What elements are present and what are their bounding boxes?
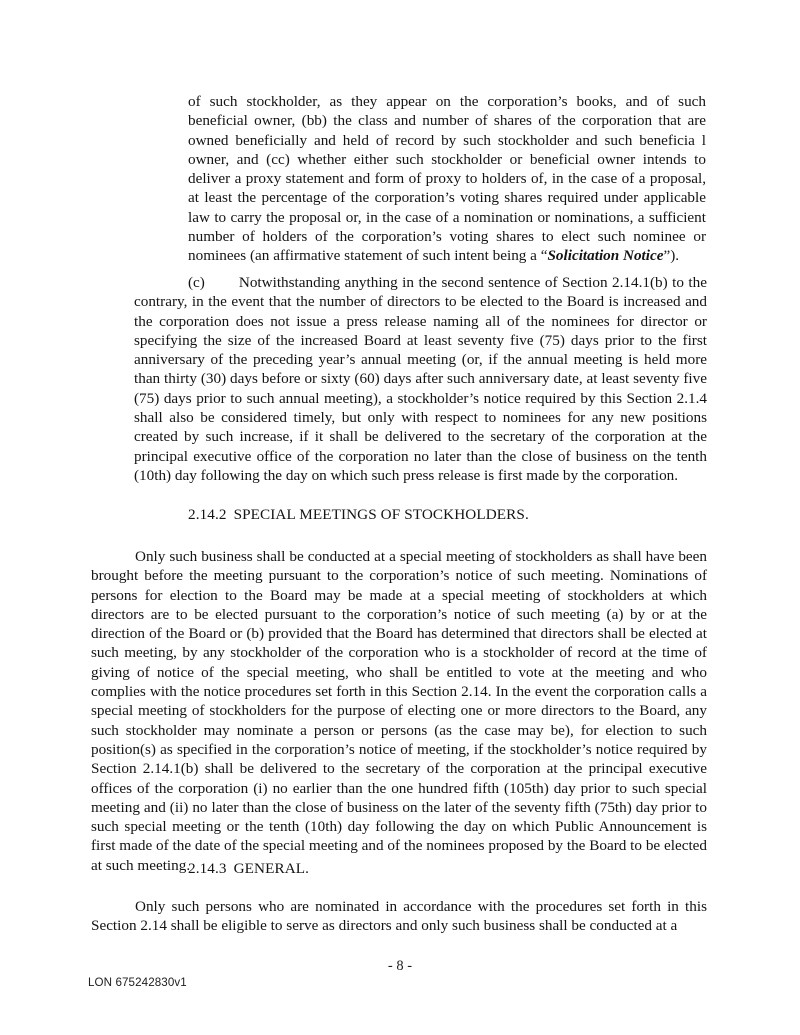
- section-heading-2-14-3-title: GENERAL.: [233, 860, 310, 877]
- section-2-14-3-body-text: Only such persons who are nominated in accordance with the procedures set forth in this Section 2.14 shall be eligible to serve as directors and only such business shall be conducted at a: [91, 898, 707, 935]
- page-number: - 8 -: [387, 958, 413, 974]
- clause-c-label: (c): [188, 274, 205, 291]
- section-2-14-2-body: [91, 547, 707, 875]
- continuation-paragraph-text: of such stockholder, as they appear on the corporation’s books, and of such beneficial owner, (bb) the class and number of shares of the corporation that are owned beneficially and held of record by such stockholder and such beneficia l owner, and (cc) whether either such stockholder or beneficial owner intends to deliver a proxy statement and form of proxy to holders of, in the case of a proposal, at least the percentage of the corporation’s voting shares required under applicable law to carry the proposal or, in the case of a nomination or nominations, a sufficient number of holders of the corporation’s voting shares to elect such nominee or nominees (an affirmative statement of such intent being a “: [188, 93, 706, 265]
- document-reference: LON 675242830v1: [88, 976, 187, 989]
- section-heading-2-14-3-number: 2.14.3: [188, 860, 227, 877]
- section-2-14-2-body-text: Only such business shall be conducted at a special meeting of stockholders as shall have been brought before the meeting pursuant to the corporation’s notice of such meeting. Nominations of persons for election to the Board may be made at a special meeting of stockholders at which directors are to be elected pursuant to the corporation’s notice of such meeting (a) by or at the direction of the Board or (b) provided that the Board has determined that directors shall be elected at such meeting, by any stockholder of the corporation who is a stockholder of record at the time of giving of notice of the special meeting, who shall be entitled to vote at the meeting and who complies with the notice procedures set forth in this Section 2.14. In the event the corporation calls a special meeting of stockholders for the purpose of electing one or more directors to the Board, any such stockholder may nominate a person or persons (as the case may be), for election to such position(s) as specified in the corporation’s notice of meeting, if the stockholder’s notice required by Section 2.14.1(b) shall be delivered to the secretary of the corporation at the principal executive offices of the corporation (i) no earlier than the one hundred fifth (105th) day prior to such special meeting and (ii) no later than the close of business on the later of the seventy fifth (75th) day prior to such special meeting or the tenth (10th) day following the day on which Public Announcement is first made of the date of the special meeting and of the nominees proposed by the Board to be elected at such meeting.: [91, 548, 707, 874]
- solicitation-notice-emphasis: Solicitation Notice: [547, 247, 664, 265]
- clause-c-paragraph: [134, 273, 707, 485]
- section-heading-2-14-2-number: 2.14.2: [188, 506, 227, 523]
- section-2-14-3-body: [91, 897, 707, 936]
- section-heading-2-14-2: [188, 505, 529, 524]
- continuation-paragraph: [188, 92, 706, 266]
- clause-c-text: Notwithstanding anything in the second sentence of Section 2.14.1(b) to the contrary, in the event that the number of directors to be elected to the Board is increased and the corporation does not issue a press release naming all of the nominees for director or specifying the size of the increased Board at least seventy five (75) days prior to the first anniversary of the preceding year’s annual meeting (or, if the annual meeting is held more than thirty (30) days before or sixty (60) days after such anniversary date, at least seventy five (75) days prior to such annual meeting), a stockholder’s notice required by this Section 2.1.4 shall also be considered timely, but only with respect to nominees for any new positions created by such increase, if it shall be delivered to the secretary of the corporation at the principal executive office of the corporation no later than the close of business on the tenth (10th) day following the day on which such press release is first made by the corporation.: [134, 274, 707, 484]
- section-heading-2-14-2-title: SPECIAL MEETINGS OF STOCKHOLDERS.: [233, 506, 529, 523]
- continuation-paragraph-tail: ”).: [663, 247, 680, 265]
- section-heading-2-14-3: [188, 859, 309, 878]
